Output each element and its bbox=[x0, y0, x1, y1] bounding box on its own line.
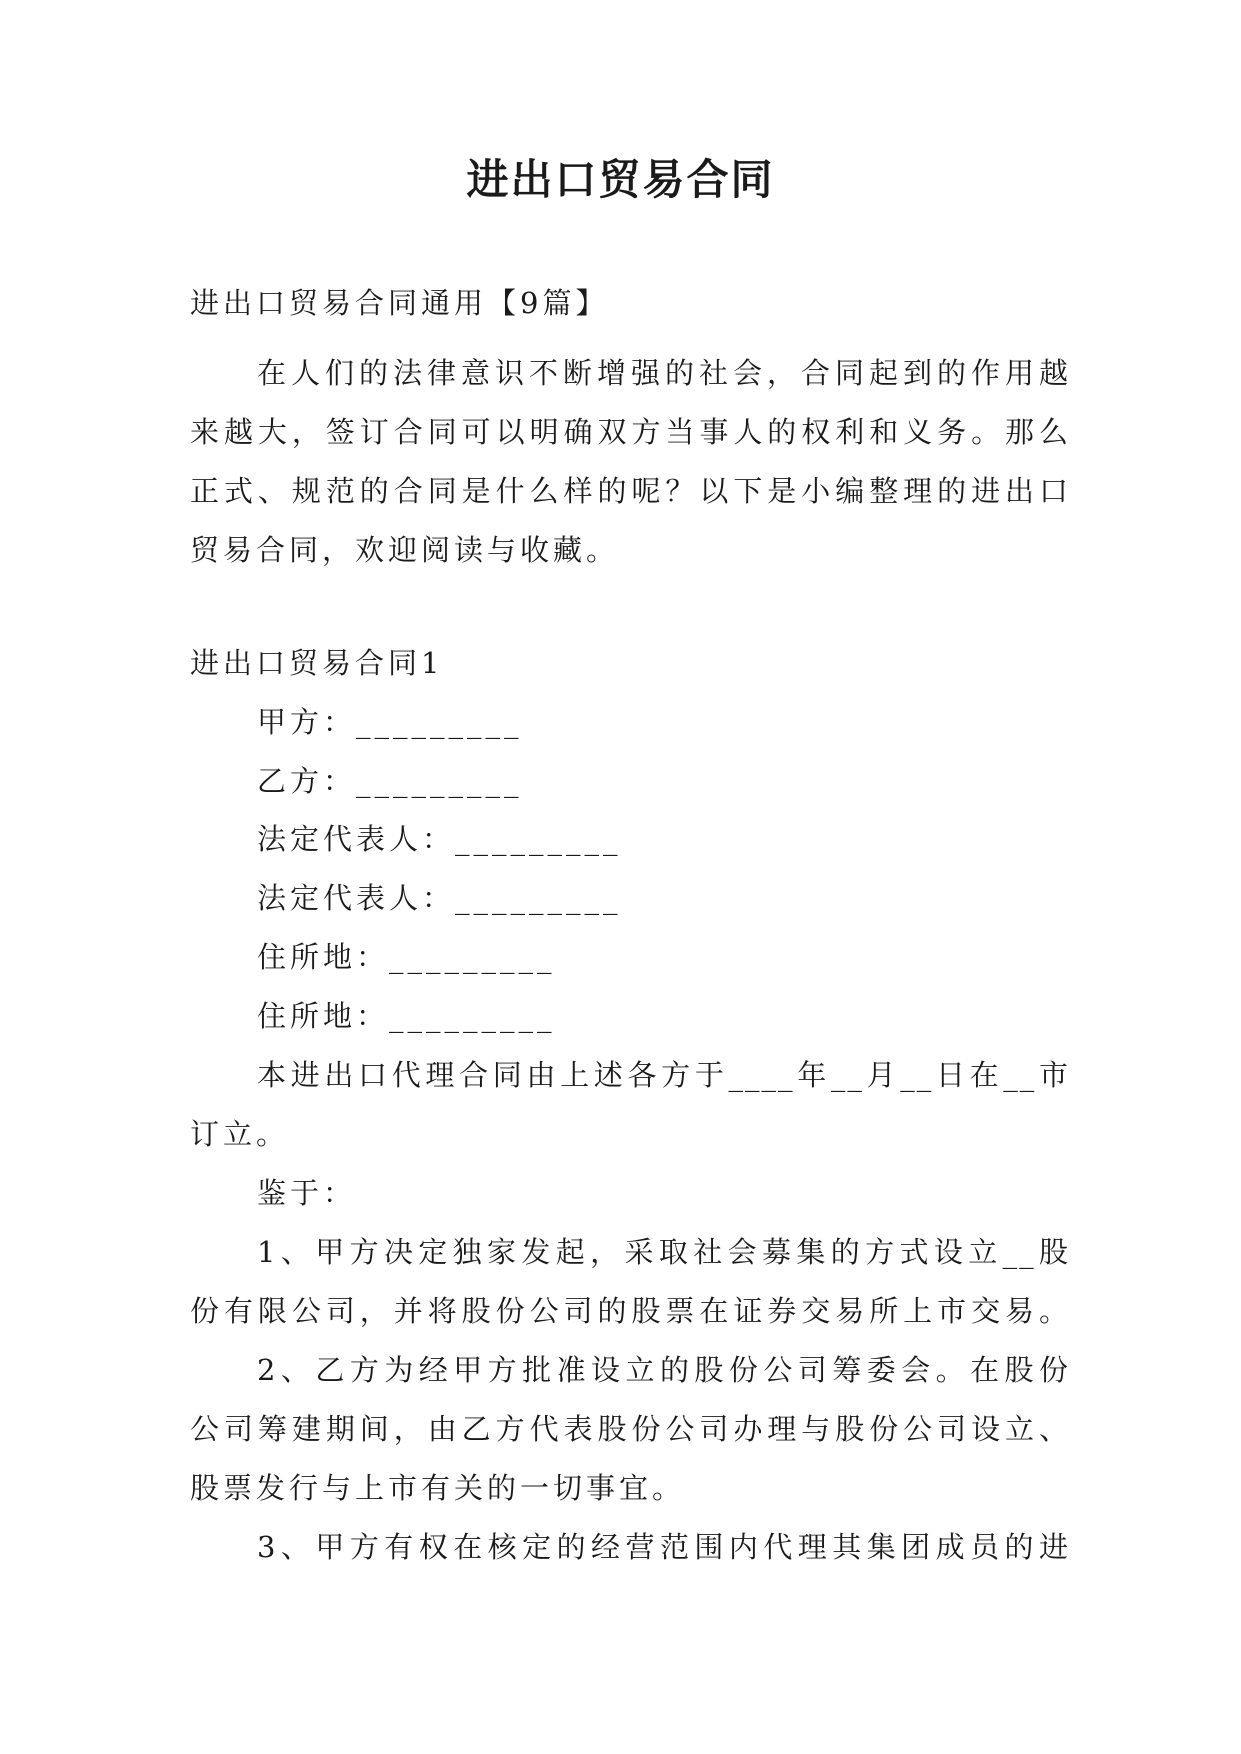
paragraph-line: 法定代表人：_________ bbox=[257, 822, 622, 856]
paragraph-line: 来越大，签订合同可以明确双方当事人的权利和义务。那么 bbox=[190, 415, 1070, 449]
paragraph-line: 住所地：_________ bbox=[257, 940, 556, 974]
paragraph-line: 本进出口代理合同由上述各方于____年__月__日在__市 bbox=[257, 1058, 1070, 1092]
paragraph-line: 1、甲方决定独家发起，采取社会募集的方式设立__股 bbox=[257, 1235, 1070, 1269]
paragraph-line: 3、甲方有权在核定的经营范围内代理其集团成员的进 bbox=[257, 1530, 1070, 1564]
paragraph-line: 乙方：_________ bbox=[257, 764, 523, 798]
document-title: 进出口贸易合同 bbox=[466, 155, 775, 204]
paragraph-line: 进出口贸易合同通用【9篇】 bbox=[190, 286, 609, 320]
paragraph-line: 鉴于： bbox=[257, 1176, 357, 1210]
paragraph-line: 订立。 bbox=[190, 1117, 290, 1151]
paragraph-line: 进出口贸易合同1 bbox=[190, 646, 444, 680]
paragraph-line: 份有限公司，并将股份公司的股票在证券交易所上市交易。 bbox=[190, 1294, 1070, 1328]
paragraph-line: 正式、规范的合同是什么样的呢？以下是小编整理的进出口 bbox=[190, 474, 1070, 508]
paragraph-line: 甲方：_________ bbox=[257, 705, 523, 739]
paragraph-line: 住所地：_________ bbox=[257, 999, 556, 1033]
paragraph-line: 在人们的法律意识不断增强的社会，合同起到的作用越 bbox=[257, 356, 1070, 390]
paragraph-line: 公司筹建期间，由乙方代表股份公司办理与股份公司设立、 bbox=[190, 1412, 1070, 1446]
paragraph-line: 2、乙方为经甲方批准设立的股份公司筹委会。在股份 bbox=[257, 1353, 1070, 1387]
paragraph-line: 法定代表人：_________ bbox=[257, 881, 622, 915]
paragraph-line: 贸易合同，欢迎阅读与收藏。 bbox=[190, 533, 620, 567]
paragraph-line: 股票发行与上市有关的一切事宜。 bbox=[190, 1471, 686, 1505]
